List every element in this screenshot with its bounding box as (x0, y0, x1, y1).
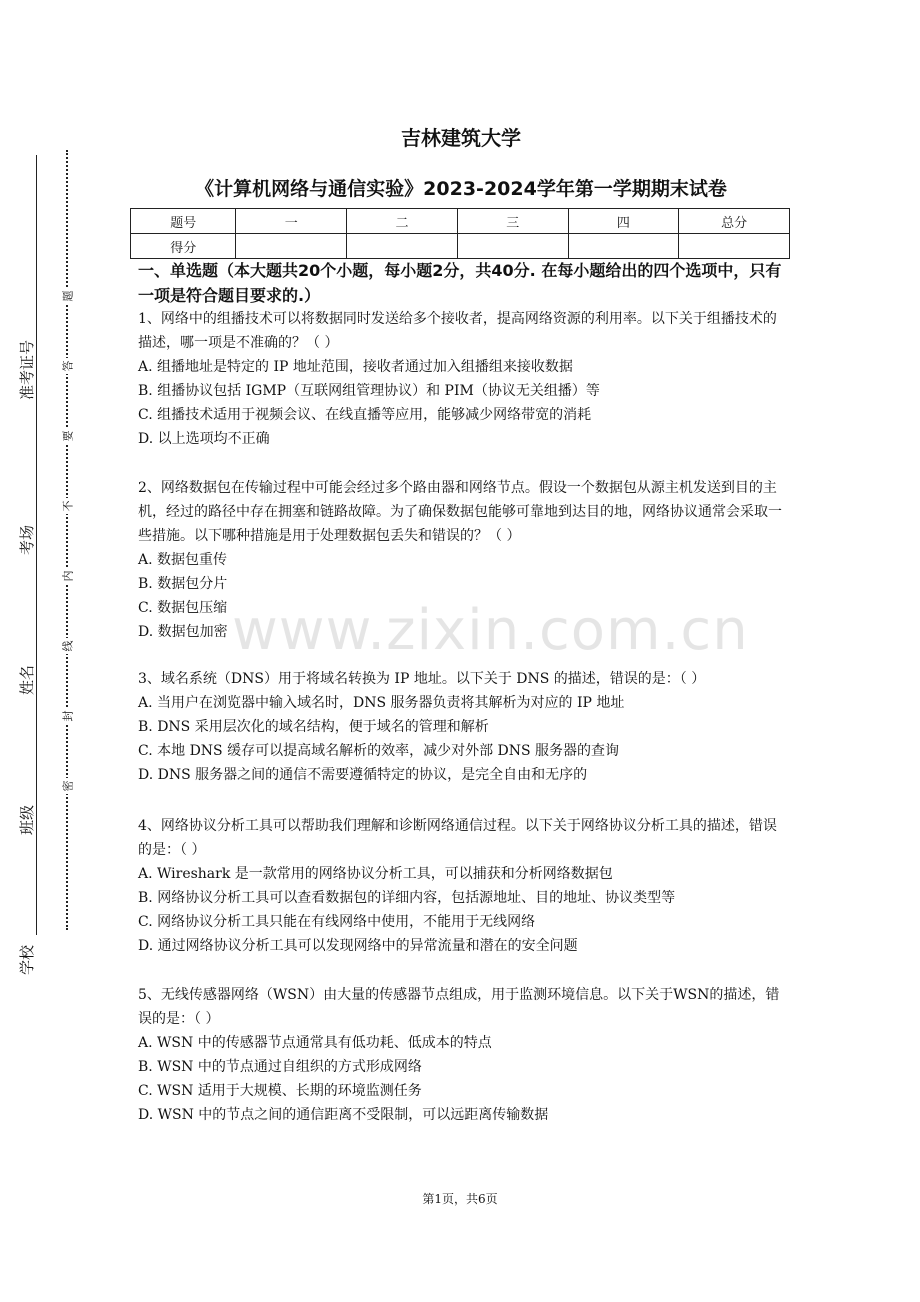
score-cell: 题号 (131, 209, 236, 234)
question-stem: 5、无线传感器网络（WSN）由大量的传感器节点组成，用于监测环境信息。以下关于WSN的描述，错误的是：（ ） (138, 987, 780, 1027)
field-exam-room: 考场 (18, 524, 36, 555)
score-cell: 二 (347, 209, 458, 234)
score-table (130, 208, 790, 259)
university-title: 吉林建筑大学 (401, 126, 521, 150)
question-option: B. 组播协议包括 IGMP（互联网组管理协议）和 PIM（协议无关组播）等 (138, 383, 600, 399)
seal-char: 内 (58, 568, 76, 584)
question-stem: 3、域名系统（DNS）用于将域名转换为 IP 地址。以下关于 DNS 的描述，错误的是：（ ） (138, 671, 706, 687)
watermark: www.zixin.com.cn (232, 598, 749, 663)
score-input-cell (236, 234, 347, 259)
question-option: B. 数据包分片 (138, 576, 228, 592)
question-4 (138, 814, 788, 958)
seal-char: 不 (58, 498, 76, 514)
seal-char: 封 (58, 708, 76, 724)
question-3 (138, 667, 788, 787)
binding-dotted-line (66, 150, 68, 930)
question-option: D. 数据包加密 (138, 624, 228, 640)
question-option: C. 本地 DNS 缓存可以提高域名解析的效率，减少对外部 DNS 服务器的查询 (138, 743, 620, 759)
score-cell: 四 (568, 209, 679, 234)
score-table-header-row (131, 209, 790, 234)
field-school: 学校 (18, 944, 36, 975)
question-option: B. WSN 中的节点通过自组织的方式形成网络 (138, 1059, 422, 1075)
seal-char: 答 (58, 358, 76, 374)
seal-char: 题 (58, 288, 76, 304)
score-input-cell (568, 234, 679, 259)
question-stem: 1、网络中的组播技术可以将数据同时发送给多个接收者，提高网络资源的利用率。以下关于组播技术的描述，哪一项是不准确的？（ ） (138, 311, 777, 351)
question-option: C. 组播技术适用于视频会议、在线直播等应用，能够减少网络带宽的消耗 (138, 407, 592, 423)
score-input-cell (679, 234, 790, 259)
score-input-cell (457, 234, 568, 259)
question-option: D. DNS 服务器之间的通信不需要遵循特定的协议，是完全自由和无序的 (138, 767, 588, 783)
section-heading: 一、单选题（本大题共20个小题，每小题2分，共40分. 在每小题给出的四个选项中，只有一项是符合题目要求的.） (138, 261, 782, 305)
binding-margin (0, 0, 110, 1302)
question-option: D. WSN 中的节点之间的通信距离不受限制，可以远距离传输数据 (138, 1107, 549, 1123)
question-option: C. 网络协议分析工具只能在有线网络中使用，不能用于无线网络 (138, 914, 536, 930)
score-cell: 三 (457, 209, 568, 234)
question-option: A. 组播地址是特定的 IP 地址范围，接收者通过加入组播组来接收数据 (138, 359, 573, 375)
seal-char: 线 (58, 638, 76, 654)
score-table-score-row (131, 234, 790, 259)
field-class: 班级 (18, 804, 36, 835)
question-option: B. DNS 采用层次化的域名结构，便于域名的管理和解析 (138, 719, 489, 735)
score-input-cell (347, 234, 458, 259)
question-option: D. 通过网络协议分析工具可以发现网络中的异常流量和潜在的安全问题 (138, 938, 578, 954)
seal-char: 密 (58, 778, 76, 794)
page-number: 第1页，共6页 (422, 1192, 498, 1206)
question-1 (138, 307, 788, 451)
question-option: A. WSN 中的传感器节点通常具有低功耗、低成本的特点 (138, 1035, 492, 1051)
question-5 (138, 983, 788, 1127)
question-option: D. 以上选项均不正确 (138, 431, 270, 447)
question-option: C. WSN 适用于大规模、长期的环境监测任务 (138, 1083, 422, 1099)
score-cell: 得分 (131, 234, 236, 259)
question-option: A. 当用户在浏览器中输入域名时，DNS 服务器负责将其解析为对应的 IP 地址 (138, 695, 625, 711)
seal-char: 要 (58, 428, 76, 444)
score-cell: 总分 (679, 209, 790, 234)
question-option: A. 数据包重传 (138, 552, 228, 568)
field-name: 姓名 (18, 664, 36, 695)
field-admission-number: 准考证号 (18, 339, 36, 400)
question-option: B. 网络协议分析工具可以查看数据包的详细内容，包括源地址、目的地址、协议类型等 (138, 890, 676, 906)
exam-title: 《计算机网络与通信实验》2023-2024学年第一学期期末试卷 (195, 178, 727, 200)
question-option: C. 数据包压缩 (138, 600, 228, 616)
question-stem: 2、网络数据包在传输过程中可能会经过多个路由器和网络节点。假设一个数据包从源主机发送到目的主机，经过的路径中存在拥塞和链路故障。为了确保数据包能够可靠地到达目的地，网络协议通常会采取一些措施。以下哪种措施是用于处理数据包丢失和错误的？（ ） (138, 480, 782, 544)
question-option: A. Wireshark 是一款常用的网络协议分析工具，可以捕获和分析网络数据包 (138, 866, 613, 882)
score-cell: 一 (236, 209, 347, 234)
question-stem: 4、网络协议分析工具可以帮助我们理解和诊断网络通信过程。以下关于网络协议分析工具的描述，错误的是：（ ） (138, 818, 777, 858)
